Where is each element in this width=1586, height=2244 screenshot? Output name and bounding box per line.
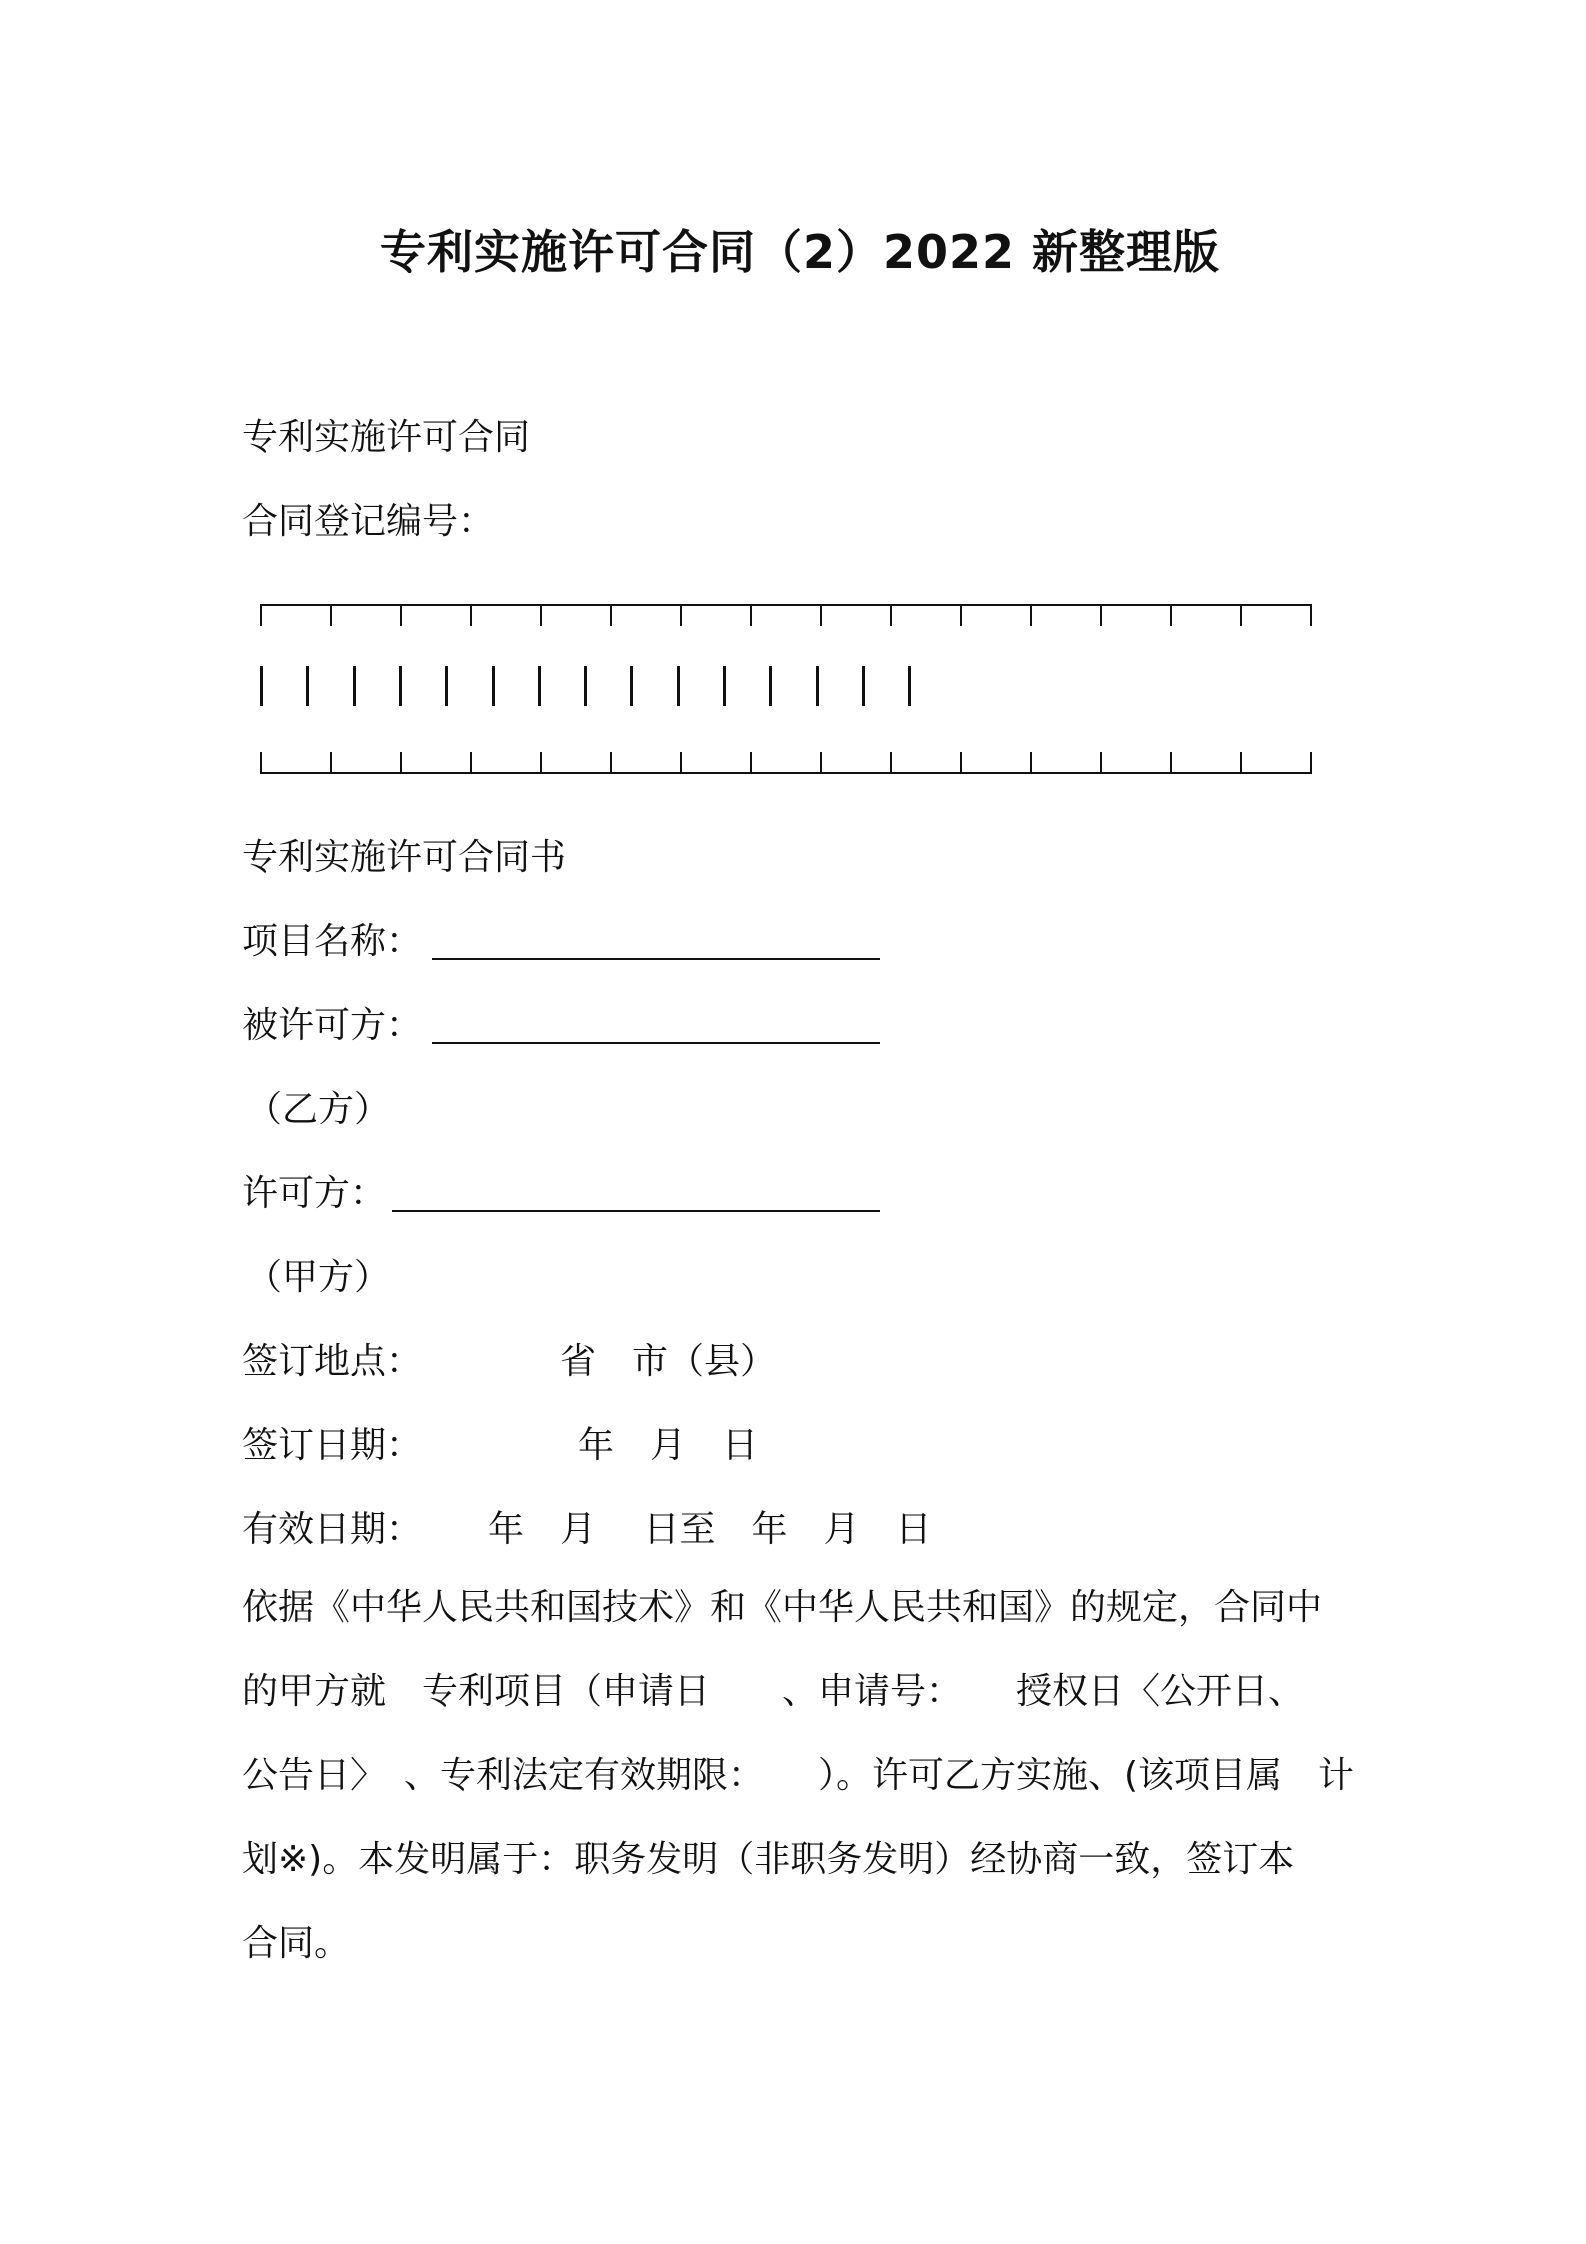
- registration-cell-divider: [260, 666, 263, 706]
- paragraph-line: 合同。: [242, 1923, 351, 1964]
- contract-subtitle: 专利实施许可合同: [242, 417, 531, 458]
- registration-box-tick: [750, 604, 752, 626]
- registration-cell-divider: [816, 666, 819, 706]
- project-name-label: 项目名称：: [242, 921, 423, 962]
- registration-box-tick: [960, 604, 962, 626]
- registration-box-top: [260, 604, 1312, 626]
- registration-box-tick: [820, 604, 822, 626]
- registration-box-tick: [1310, 752, 1312, 774]
- signing-place-label: 签订地点：: [242, 1341, 423, 1382]
- registration-box-tick: [1100, 604, 1102, 626]
- document-title: 专利实施许可合同（2）2022 新整理版: [379, 225, 1221, 279]
- registration-cell-divider: [445, 666, 448, 706]
- paragraph-line: 公告日〉 、专利法定有效期限： ）。许可乙方实施、(该项目属 计: [242, 1755, 1355, 1796]
- registration-box-tick: [260, 752, 262, 774]
- registration-number-label: 合同登记编号：: [242, 501, 495, 542]
- registration-cell-divider: [306, 666, 309, 706]
- registration-box-tick: [610, 604, 612, 626]
- contract-book-title: 专利实施许可合同书: [242, 837, 567, 878]
- licensee-party: （乙方）: [246, 1089, 391, 1130]
- registration-cell-divider: [723, 666, 726, 706]
- valid-date-label: 有效日期：: [242, 1509, 423, 1550]
- registration-box-tick: [330, 604, 332, 626]
- registration-box-bottom: [260, 752, 1312, 774]
- registration-box-tick: [750, 752, 752, 774]
- registration-box-tick: [680, 752, 682, 774]
- registration-cell-divider: [353, 666, 356, 706]
- registration-box-tick: [1170, 604, 1172, 626]
- signing-date-value: 年 月 日: [578, 1425, 759, 1466]
- registration-cell-divider: [399, 666, 402, 706]
- registration-box-tick: [890, 752, 892, 774]
- signing-date-label: 签订日期：: [242, 1425, 423, 1466]
- registration-box-tick: [540, 604, 542, 626]
- licensor-field[interactable]: [392, 1210, 880, 1212]
- registration-box-tick: [260, 604, 262, 626]
- registration-box-tick: [960, 752, 962, 774]
- registration-cell-divider: [769, 666, 772, 706]
- registration-box-tick: [1030, 604, 1032, 626]
- registration-box-tick: [1240, 604, 1242, 626]
- signing-place-value: 省 市（县）: [560, 1341, 777, 1382]
- registration-box-tick: [330, 752, 332, 774]
- registration-box-tick: [680, 604, 682, 626]
- registration-box-tick: [1170, 752, 1172, 774]
- valid-date-value: 年 月 日至 年 月 日: [488, 1509, 932, 1550]
- registration-box-tick: [1030, 752, 1032, 774]
- registration-box-tick: [890, 604, 892, 626]
- registration-box-tick: [820, 752, 822, 774]
- registration-box-tick: [470, 752, 472, 774]
- registration-box-tick: [470, 604, 472, 626]
- contract-paragraph: [242, 1566, 1362, 1986]
- registration-cell-divider: [862, 666, 865, 706]
- licensor-label: 许可方：: [242, 1173, 387, 1214]
- registration-cell-divider: [538, 666, 541, 706]
- registration-cell-divider: [677, 666, 680, 706]
- registration-cell-divider: [584, 666, 587, 706]
- registration-box-tick: [540, 752, 542, 774]
- registration-box-tick: [1310, 604, 1312, 626]
- licensor-party: （甲方）: [246, 1257, 391, 1298]
- registration-box-tick: [1100, 752, 1102, 774]
- licensee-field[interactable]: [432, 1042, 880, 1044]
- registration-cell-divider: [492, 666, 495, 706]
- registration-cell-divider: [630, 666, 633, 706]
- licensee-label: 被许可方：: [242, 1005, 423, 1046]
- registration-box-tick: [1240, 752, 1242, 774]
- paragraph-line: 划※)。本发明属于：职务发明（非职务发明）经协商一致，签订本: [242, 1839, 1295, 1880]
- registration-box-tick: [400, 604, 402, 626]
- paragraph-line: 的甲方就 专利项目（申请日 、申请号： 授权日〈公开日、: [242, 1671, 1305, 1712]
- registration-box-tick: [400, 752, 402, 774]
- project-name-field[interactable]: [432, 958, 880, 960]
- registration-cell-divider: [908, 666, 911, 706]
- paragraph-line: 依据《中华人民共和国技术》和《中华人民共和国》的规定，合同中: [242, 1587, 1323, 1628]
- registration-box-tick: [610, 752, 612, 774]
